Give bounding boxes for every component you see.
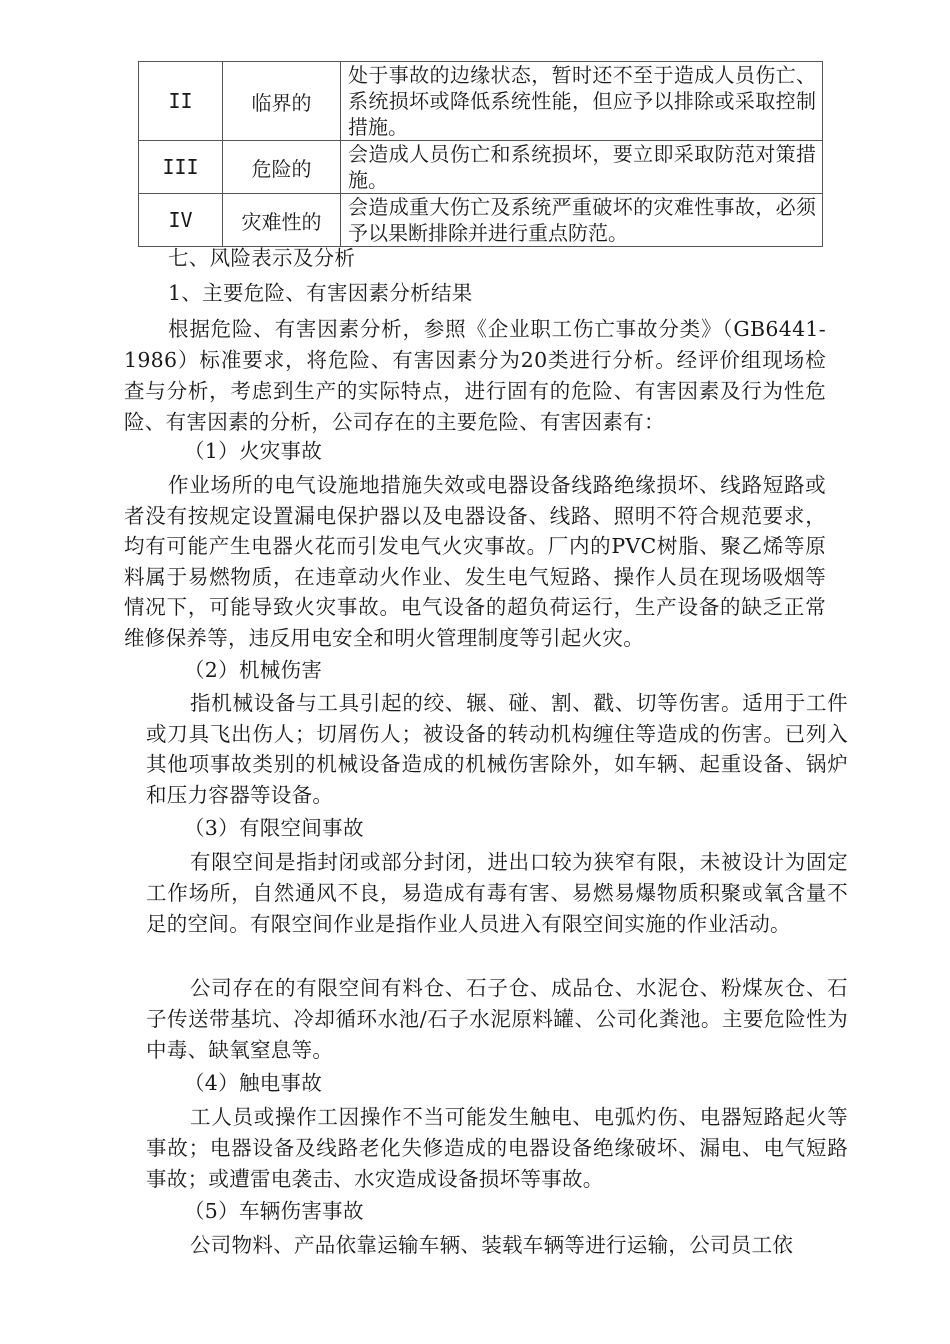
table-row [139,194,823,247]
risk-description-cell: 会造成人员伤亡和系统损坏，要立即采取防范对策措施。 [341,141,823,194]
item-paragraph-fire: 作业场所的电气设施地措施失效或电器设备线路绝缘损坏、线路短路或者没有按规定设置漏电保护器以及电器设备、线路、照明不符合规范要求，均有可能产生电器火花而引发电气火灾事故。厂内的PVC树脂、聚乙烯等原料属于易燃物质，在违章动火作业、发生电气短路、操作人员在现场吸烟等情况下，可能导致火灾事故。电气设备的超负荷运行，生产设备的缺乏正常维修保养等，违反用电安全和明火管理制度等引起火灾。 [124,473,826,650]
section-heading: 七、风险表示及分析 [168,246,356,270]
intro-paragraph: 根据危险、有害因素分析，参照《企业职工伤亡事故分类》（GB6441-1986）标准要求，将危险、有害因素分为20类进行分析。经评价组现场检查与分析，考虑到生产的实际特点，进行固有的危险、有害因素及行为性危险、有害因素的分析，公司存在的主要危险、有害因素有： [124,317,826,434]
item-heading-vehicle: （5）车辆伤害事故 [184,1199,364,1223]
item-heading-fire: （1）火灾事故 [184,439,323,463]
risk-description-cell: 会造成重大伤亡及系统严重破坏的灾难性事故，必须予以果断排除并进行重点防范。 [341,194,823,247]
risk-level-cell: IV [139,194,223,247]
risk-level-cell: II [139,62,223,141]
risk-description-cell: 处于事故的边缘状态，暂时还不至于造成人员伤亡、系统损坏或降低系统性能，但应予以排除或采取控制措施。 [341,62,823,141]
item-paragraph-mechanical: 指机械设备与工具引起的绞、辗、碰、割、戳、切等伤害。适用于工件或刀具飞出伤人；切屑伤人；被设备的转动机构缠住等造成的伤害。已列入其他项事故类别的机械设备造成的机械伤害除外，如车辆、起重设备、锅炉和压力容器等设备。 [146,691,848,807]
item-paragraph-confined-space-1: 有限空间是指封闭或部分封闭，进出口较为狭窄有限，未被设计为固定工作场所，自然通风不良，易造成有毒有害、易燃易爆物质积聚或氧含量不足的空间。有限空间作业是指作业人员进入有限空间实施的作业活动。 [146,850,848,936]
table-row [139,62,823,141]
subsection-heading: 1、主要危险、有害因素分析结果 [168,281,473,305]
table-row [139,141,823,194]
risk-level-table [138,61,823,247]
item-paragraph-electric-shock: 工人员或操作工因操作不当可能发生触电、电弧灼伤、电器短路起火等事故；电器设备及线路老化失修造成的电器设备绝缘破坏、漏电、电气短路事故；或遭雷电袭击、水灾造成设备损坏等事故。 [146,1105,848,1191]
item-heading-mechanical: （2）机械伤害 [184,658,323,682]
risk-state-cell: 灾难性的 [223,194,341,247]
item-heading-confined-space: （3）有限空间事故 [184,816,364,840]
risk-state-cell: 危险的 [223,141,341,194]
risk-state-cell: 临界的 [223,62,341,141]
item-paragraph-vehicle: 公司物料、产品依靠运输车辆、装载车辆等进行运输，公司员工依 [190,1233,794,1257]
item-paragraph-confined-space-2: 公司存在的有限空间有料仓、石子仓、成品仓、水泥仓、粉煤灰仓、石子传送带基坑、冷却循环水池/石子水泥原料罐、公司化粪池。主要危险性为中毒、缺氧窒息等。 [146,976,848,1062]
risk-level-cell: III [139,141,223,194]
item-heading-electric-shock: （4）触电事故 [184,1071,323,1095]
